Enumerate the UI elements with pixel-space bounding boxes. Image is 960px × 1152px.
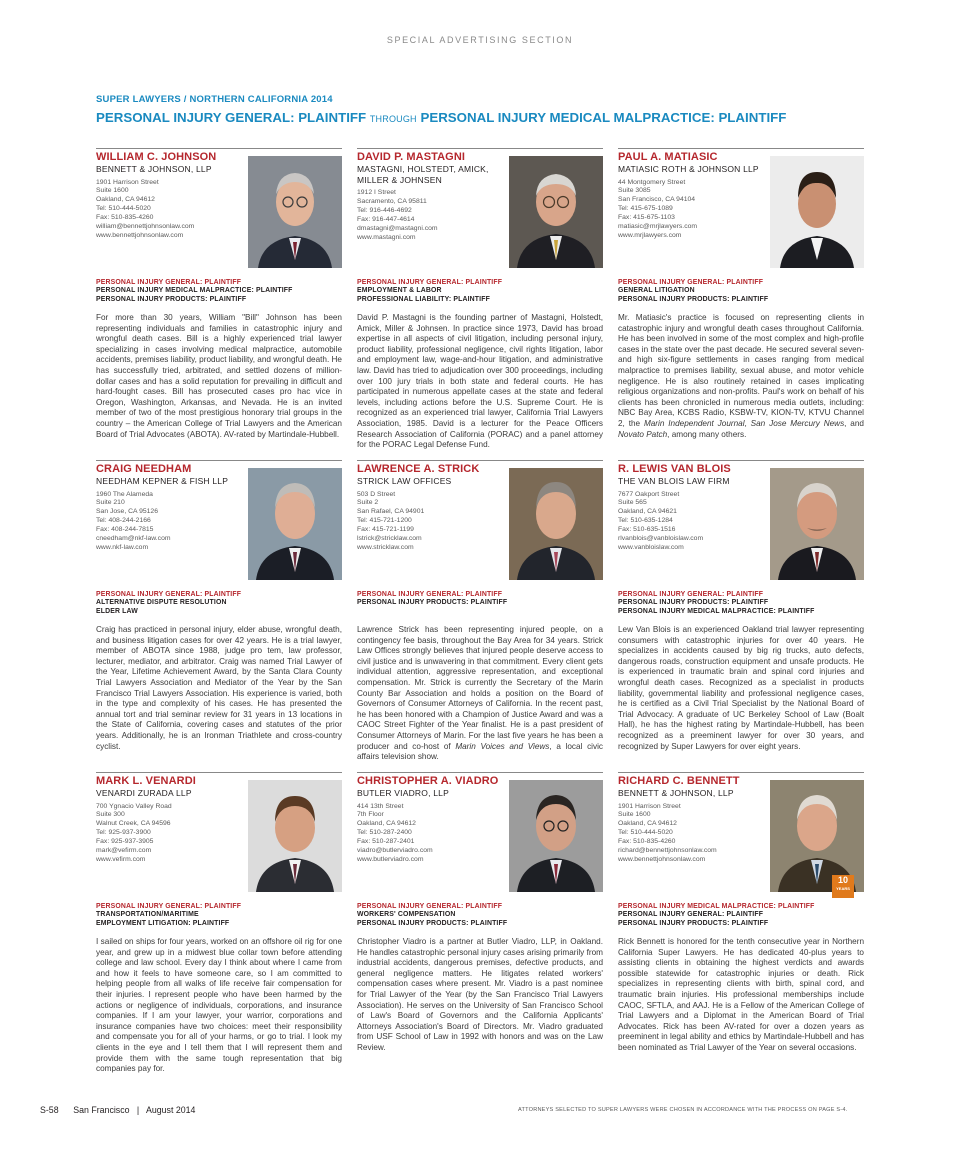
practice-areas (96, 279, 342, 304)
attorney-address: 1960 The Alameda Suite 210 San Jose, CA 95126 Tel: 408-244-2166 Fax: 408-244-7815 cneedham@nkf-law.com www.nkf-law.com (96, 491, 342, 553)
region-label: NORTHERN CALIFORNIA 2014 (189, 94, 333, 105)
attorney-photo (509, 780, 603, 892)
email-link[interactable]: matiasic@mrjlawyers.com (618, 223, 698, 231)
attorney-photo (509, 468, 603, 580)
website-link[interactable]: www.mrjlawyers.com (618, 231, 682, 239)
attorney-card (96, 460, 342, 751)
attorney-firm: MASTAGNI, HOLSTEDT, AMICK, MILLER & JOHNSEN (357, 164, 489, 185)
attorney-photo (248, 156, 342, 268)
website-link[interactable]: www.stricklaw.com (357, 543, 414, 551)
attorney-photo (770, 780, 864, 892)
attorney-bio: Mr. Matiasic's practice is focused on representing clients in catastrophic injury and wrongful death cases throughout California. He has been involved in some of the most complex and high-profile cases in the state over the past decade. He secured several seven- and high six-figure settlements in cases ranging from medical malpractice to premises liability, sexual abuse, and motor vehicle negligence. He is also routinely retained in cases implicating religious organizations and non-profits. Paul's work on behalf of his clients has been chronicled in numerous media outlets, including: NBC Bay Area, KCBS Radio, KSBW-TV, KION-TV, KTVU Channel 2, the Marin Independent Journal, San Jose Mercury News, and Novato Patch, among many others. (618, 313, 864, 439)
attorney-name: DAVID P. MASTAGNI (357, 151, 466, 163)
email-link[interactable]: cneedham@nkf-law.com (96, 535, 171, 543)
practice-areas (618, 591, 864, 616)
attorney-address: 700 Ygnacio Valley Road Suite 300 Walnut Creek, CA 94596 Tel: 925-937-3900 Fax: 925-937-3905 mark@vefirm.com www.vefirm.com (96, 803, 342, 865)
practice-area-primary: PERSONAL INJURY MEDICAL MALPRACTICE: PLAINTIFF (618, 903, 815, 910)
attorney-name: MARK L. VENARDI (96, 775, 196, 787)
attorney-photo (770, 468, 864, 580)
practice-area: PERSONAL INJURY PRODUCTS: PLAINTIFF (357, 919, 508, 927)
attorney-photo (248, 780, 342, 892)
attorney-address: 1901 Harrison Street Suite 1600 Oakland, CA 94612 Tel: 510-444-5020 Fax: 510-835-4260 william@bennettjohnsonlaw.com www.bennettjohnsonlaw.com (96, 179, 342, 241)
attorney-bio: David P. Mastagni is the founding partner of Mastagni, Holstedt, Amick, Miller & Johnsen. In practice since 1973, David has broad expertise in all aspects of civil litigation, including personal injury, product liability, professional negligence, civil rights litigation, labor and employment law, wage-and-hour litigation, and administrative law. David has tried to adjudication over 300 proceedings, including over 100 jury trials in both state and federal courts. He has participated in numerous appellate cases at the state and federal levels, including actions before the U.S. Supreme Court. He is recognized as an experienced trial lawyer, California Trial Lawyers Association, 1985. David is a lecturer for the Peace Officers Research Association of California (PORAC) and a panel attorney for the PORAC Legal Defense Fund. (357, 313, 603, 450)
practice-area: PERSONAL INJURY PRODUCTS: PLAINTIFF (96, 295, 247, 303)
attorney-firm: BUTLER VIADRO, LLP (357, 788, 449, 798)
practice-area: PERSONAL INJURY PRODUCTS: PLAINTIFF (357, 599, 508, 607)
practice-area: PERSONAL INJURY PRODUCTS: PLAINTIFF (618, 599, 769, 607)
attorney-bio: Lawrence Strick has been representing injured people, on a contingency fee basis, throughout the Bay Area for 34 years. Strick Law Offices strongly believes that injured people deserve access to civil justice and is unwavering in that commitment. Every client gets individual attention, aggressive representation, and exceptional compensation. Mr. Strick is currently the Secretary of the Marin County Bar Association and holds a position on the Board of Governors of Consumer Attorneys of California. In the recent past, he has been honored with a Champion of Justice Award and was a CAOC Street Fighter of the Year finalist. He is a past president of Consumer Attorneys of Marin. For the last five years he has been a producer and co-host of Marin Voices and Views, a local civic affairs television show. (357, 625, 603, 762)
practice-area-primary: PERSONAL INJURY GENERAL: PLAINTIFF (96, 279, 242, 286)
practice-areas (96, 903, 342, 928)
practice-areas (357, 279, 603, 304)
practice-area: PERSONAL INJURY MEDICAL MALPRACTICE: PLAINTIFF (96, 287, 293, 295)
practice-area: EMPLOYMENT LITIGATION: PLAINTIFF (96, 919, 230, 927)
practice-area-primary: PERSONAL INJURY GENERAL: PLAINTIFF (618, 591, 764, 598)
card-rule (96, 148, 342, 149)
website-link[interactable]: www.butlerviadro.com (357, 855, 424, 863)
website-link[interactable]: www.bennettjohnsonlaw.com (96, 231, 184, 239)
practice-area: PERSONAL INJURY GENERAL: PLAINTIFF (618, 911, 764, 919)
attorney-name: RICHARD C. BENNETT (618, 775, 740, 787)
card-rule (357, 460, 603, 461)
website-link[interactable]: www.vanbloislaw.com (618, 543, 684, 551)
page-footer: S-58 San Francisco | August 2014 (40, 1105, 196, 1115)
attorney-card (618, 460, 864, 751)
super-lawyers-label: SUPER LAWYERS (96, 94, 181, 105)
attorney-card (618, 772, 864, 1052)
practice-area-primary: PERSONAL INJURY GENERAL: PLAINTIFF (96, 591, 242, 598)
practice-area-primary: PERSONAL INJURY GENERAL: PLAINTIFF (357, 903, 503, 910)
attorney-address: 1901 Harrison Street Suite 1600 Oakland, CA 94612 Tel: 510-444-5020 Fax: 510-835-4260 richard@bennettjohnsonlaw.com www.bennettjohnsonlaw.com (618, 803, 864, 865)
attorney-address: 1912 I Street Sacramento, CA 95811 Tel: 916-446-4692 Fax: 916-447-4614 dmastagni@mastagni.com www.mastagni.com (357, 189, 603, 242)
practice-area: ALTERNATIVE DISPUTE RESOLUTION (96, 599, 227, 607)
practice-area: ELDER LAW (96, 607, 138, 615)
attorney-bio: Craig has practiced in personal injury, elder abuse, wrongful death, and business litigation cases for over 42 years. He is a trial lawyer, member of ABOTA since 1988, judge pro tem, law professor, lecturer, mediator, and arbitrator. Craig was named Trial Lawyer of the Year, Lifetime Achievement Award, by the Santa Clara County Trial Lawyers Association and Mediator of the Year by the San Francisco Trial Lawyers Association. His experience is varied, both in the type and complexity of his cases. He has presented the annual tort and trial seminar review for 31 years in 13 locations in the State of California, covering cases and statutes of the prior years. Additionally, he is an Ironman Triathlete and cross-country cyclist. (96, 625, 342, 751)
card-rule (357, 148, 603, 149)
attorney-photo (509, 156, 603, 268)
practice-area: GENERAL LITIGATION (618, 287, 695, 295)
section-title-part2: PERSONAL INJURY MEDICAL MALPRACTICE: PLAINTIFF (420, 110, 787, 125)
attorney-bio: For more than 30 years, William "Bill" Johnson has been representing individuals and families in catastrophic injury and wrongful death cases. Bill is a highly experienced trial lawyer specializing in cases involving medical malpractice, automobile accidents, premises liability, product liability, and wrongful death. He has successfully tried, arbitrated, and settled dozens of million-dollar cases and has a solid reputation for prevailing in difficult and hard-fought cases. Bill has prosecuted cases pro hac vice in Oregon, Washington, Arkansas, and Nevada. He is an invited member of two of the most prestigious honorary trial groups in the country – the American College of Trial Lawyers and the American Board of Trial Advocates (ABOTA). AV-rated by Martindale-Hubbell. (96, 313, 342, 439)
attorney-firm: VENARDI ZURADA LLP (96, 788, 192, 798)
practice-areas (618, 279, 864, 304)
special-advertising-label: SPECIAL ADVERTISING SECTION (386, 35, 574, 45)
practice-area: PERSONAL INJURY PRODUCTS: PLAINTIFF (618, 919, 769, 927)
practice-areas (357, 591, 603, 608)
attorney-card (96, 772, 342, 1074)
attorney-firm: STRICK LAW OFFICES (357, 476, 452, 486)
attorney-bio: Lew Van Blois is an experienced Oakland trial lawyer representing consumers with catastrophic injuries for over 40 years. He specializes in accidents caused by big rig trucks, auto defects, dangerous roads, construction equipment and unsafe products. He is experienced in traumatic brain and spinal cord injuries and wrongful death cases. Recognized as a specialist in products liability, governmental liability and professional negligence cases, he is certified as a Civil Trial Specialist by the National Board of Trial Advocacy. A graduate of UC Berkeley School of Law (Boalt Hall), he has the highest rating by Martindale-Hubbell, has been recognized as a preeminent lawyer for over 30 years, and recognized by Super Lawyers for over eight years. (618, 625, 864, 751)
attorney-firm: NEEDHAM KEPNER & FISH LLP (96, 476, 229, 486)
email-link[interactable]: viadro@butlerviadro.com (357, 847, 433, 855)
attorney-name: CRAIG NEEDHAM (96, 463, 192, 475)
card-rule (96, 772, 342, 773)
section-label: SUPER LAWYERS / NORTHERN CALIFORNIA 2014 (96, 94, 333, 105)
attorney-bio: I sailed on ships for four years, worked on an offshore oil rig for one year, and grew up in a midwest blue collar town before attending college and law school. Every day I think about where I came from and how it feels to have someone care, so I am committed to helping people from all walks of life receive fair compensation for their injuries. I represent people who have been harmed by the actions or negligence of individuals, corporations, and insurance companies. If I am your lawyer, your warrior, corporations and insurance companies have two choices: meet their responsibility and compensate you for all of your harms, or go to trial. I look my clients in the eye and I tell them that I will represent them and provide them with the same tough representation that big companies pay for. (96, 937, 342, 1074)
attorney-card (618, 148, 864, 439)
attorney-name: CHRISTOPHER A. VIADRO (357, 775, 499, 787)
section-title (96, 110, 786, 125)
card-rule (618, 148, 864, 149)
practice-area-primary: PERSONAL INJURY GENERAL: PLAINTIFF (357, 591, 503, 598)
issue-date: August 2014 (146, 1105, 196, 1115)
attorney-name: PAUL A. MATIASIC (618, 151, 718, 163)
practice-area: WORKERS' COMPENSATION (357, 911, 456, 919)
email-link[interactable]: richard@bennettjohnsonlaw.com (618, 847, 717, 855)
practice-area: PROFESSIONAL LIABILITY: PLAINTIFF (357, 295, 490, 303)
email-link[interactable]: william@bennettjohnsonlaw.com (96, 223, 195, 231)
attorney-address: 7677 Oakport Street Suite 565 Oakland, CA 94621 Tel: 510-635-1284 Fax: 510-635-1516 rlvanblois@vanbloislaw.com www.vanbloislaw.com (618, 491, 864, 553)
practice-area: EMPLOYMENT & LABOR (357, 287, 442, 295)
card-rule (357, 772, 603, 773)
attorney-photo (770, 156, 864, 268)
section-title-part1: PERSONAL INJURY GENERAL: PLAINTIFF (96, 110, 367, 125)
practice-area: TRANSPORTATION/MARITIME (96, 911, 199, 919)
card-rule (618, 460, 864, 461)
practice-areas (618, 903, 864, 928)
practice-areas (96, 591, 342, 616)
attorney-card (357, 772, 603, 1052)
card-rule (618, 772, 864, 773)
website-link[interactable]: www.vefirm.com (96, 855, 146, 863)
email-link[interactable]: lstrick@stricklaw.com (357, 535, 422, 543)
practice-area-primary: PERSONAL INJURY GENERAL: PLAINTIFF (96, 903, 242, 910)
practice-area-primary: PERSONAL INJURY GENERAL: PLAINTIFF (357, 279, 503, 286)
attorney-name: R. LEWIS VAN BLOIS (618, 463, 731, 475)
page-number: S-58 (40, 1105, 59, 1115)
publication-name: San Francisco (73, 1105, 130, 1115)
attorney-photo (248, 468, 342, 580)
practice-area: PERSONAL INJURY PRODUCTS: PLAINTIFF (618, 295, 769, 303)
attorney-address: 503 D Street Suite 2 San Rafael, CA 94901 Tel: 415-721-1200 Fax: 415-721-1199 lstrick@stricklaw.com www.stricklaw.com (357, 491, 603, 553)
email-link[interactable]: dmastagni@mastagni.com (357, 224, 438, 232)
attorney-firm: BENNETT & JOHNSON, LLP (618, 788, 734, 798)
section-title-through: THROUGH (369, 114, 417, 124)
attorney-name: LAWRENCE A. STRICK (357, 463, 480, 475)
email-link[interactable]: rlvanblois@vanbloislaw.com (618, 535, 704, 543)
website-link[interactable]: www.mastagni.com (357, 233, 416, 241)
practice-areas (357, 903, 603, 928)
email-link[interactable]: mark@vefirm.com (96, 847, 152, 855)
attorney-firm: MATIASIC ROTH & JOHNSON LLP (618, 164, 759, 174)
attorney-card (357, 148, 603, 450)
website-link[interactable]: www.bennettjohnsonlaw.com (618, 855, 706, 863)
attorney-address: 414 13th Street 7th Floor Oakland, CA 94612 Tel: 510-287-2400 Fax: 510-287-2401 viadro@butlerviadro.com www.butlerviadro.com (357, 803, 603, 865)
footer-disclaimer: ATTORNEYS SELECTED TO SUPER LAWYERS WERE CHOSEN IN ACCORDANCE WITH THE PROCESS ON PAGE S-4. (518, 1107, 848, 1113)
attorney-name: WILLIAM C. JOHNSON (96, 151, 217, 163)
attorney-card (96, 148, 342, 439)
ten-years-badge: 10 YEARS (832, 875, 854, 898)
attorney-address: 44 Montgomery Street Suite 3085 San Francisco, CA 94104 Tel: 415-675-1089 Fax: 415-675-1103 matiasic@mrjlawyers.com www.mrjlawyers.com (618, 179, 864, 241)
practice-area-primary: PERSONAL INJURY GENERAL: PLAINTIFF (618, 279, 764, 286)
attorney-bio: Christopher Viadro is a partner at Butler Viadro, LLP, in Oakland. He handles catastrophic personal injury cases arising primarily from industrial accidents, dangerous premises, defective products, and general negligence matters. He litigates related workers' compensation cases where present. Mr. Viadro is a past nominee for Trial Lawyer of the Year (by the San Francisco Trial Lawyers Association). He serves on the University of San Francisco School of Law's Board of Governors and the California Applicants' Attorneys Association's Board of Directors. Mr. Viadro graduated from USF School of Law in 1992 with honors and was on the Law Review. (357, 937, 603, 1052)
practice-area: PERSONAL INJURY MEDICAL MALPRACTICE: PLAINTIFF (618, 607, 815, 615)
attorney-bio: Rick Bennett is honored for the tenth consecutive year in Northern California Super Lawyers. He has dedicated 40-plus years to assisting clients in obtaining the highest verdicts and awards possible statewide for catastrophic injuries or death. Rick specializes in representing clients with birth, spinal cord, and traumatic brain injuries. His professional memberships include CAOC, SFTLA, and AAJ. He is a Fellow of the American College of Trial Lawyers and a Diplomat in the American Board of Trial Advocates. Rick has been AV-rated for over a dozen years as preeminent in legal ability and ethics by Martindale-Hubbell and has been nominated as Trial Lawyer of the Year on several occasions. (618, 937, 864, 1052)
card-rule (96, 460, 342, 461)
attorney-firm: THE VAN BLOIS LAW FIRM (618, 476, 730, 486)
website-link[interactable]: www.nkf-law.com (96, 543, 149, 551)
attorney-firm: BENNETT & JOHNSON, LLP (96, 164, 212, 174)
attorney-card (357, 460, 603, 762)
